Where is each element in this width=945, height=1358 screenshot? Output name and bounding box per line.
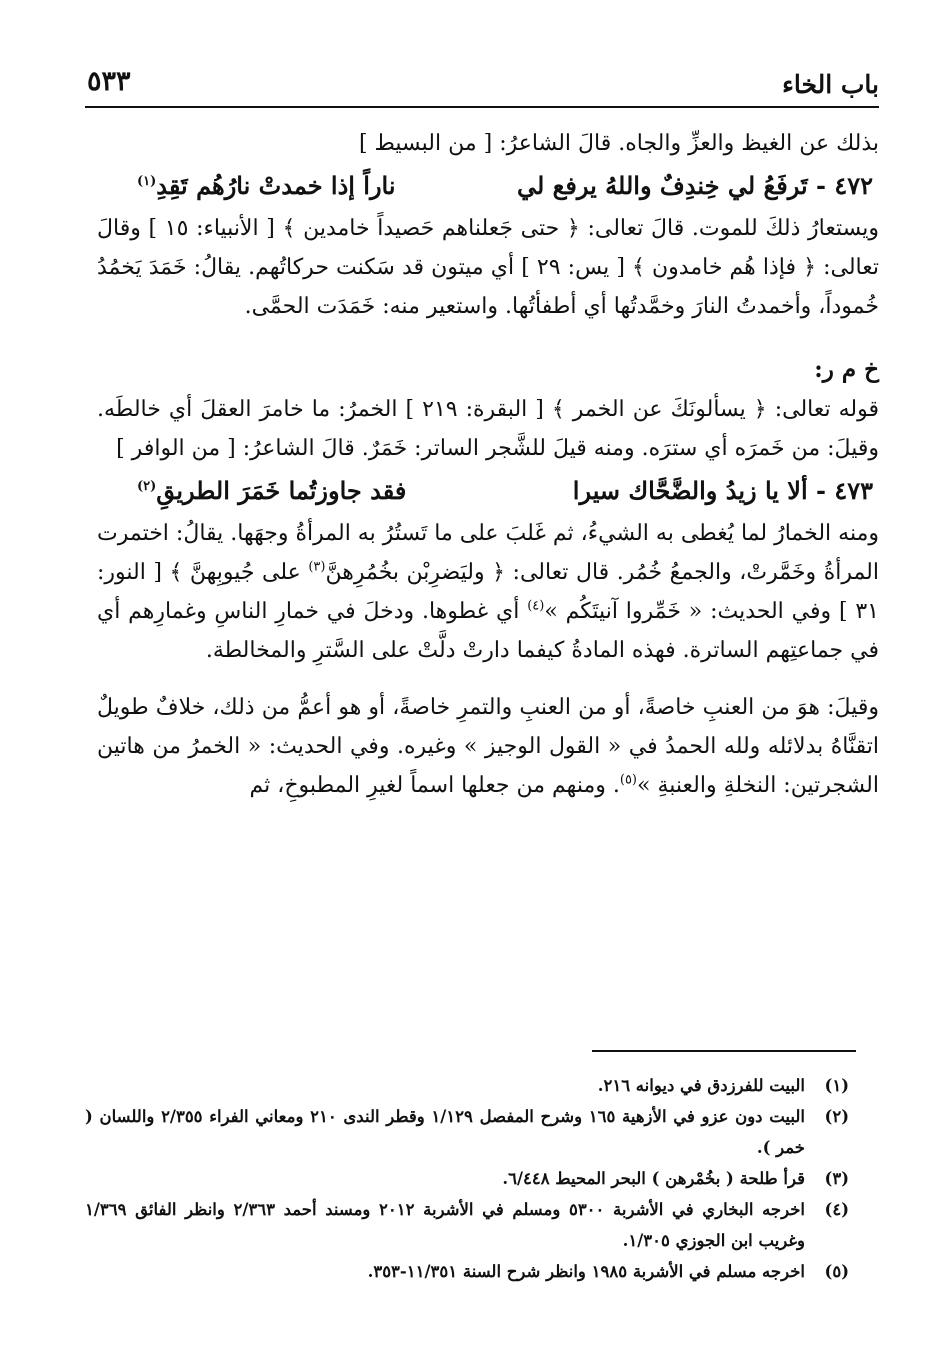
footnote-number: (٣) bbox=[824, 1169, 849, 1188]
paragraph-3: قوله تعالى: ﴿ يسألونَكَ عن الخمر ﴾ [ البقرة: ٢١٩ ] الخمرُ: ما خامرَ العقلَ أي خالطَه. وقيلَ: من خَمرَه أي سترَه. ومنه قيلَ للشَّجر الساتر: خَمَرٌ. قالَ الشاعرُ: [ من الوافر ] bbox=[97, 397, 879, 461]
main-text bbox=[97, 124, 879, 805]
chapter-title: باب الخاء bbox=[782, 70, 879, 99]
paragraph-4-part-b: على جُيوبِهنَّ ﴾ [ النور: ٣١ ] وفي الحديث: « خَمِّروا آنيتَكُم » bbox=[97, 560, 879, 624]
footnote-number: (٥) bbox=[824, 1262, 849, 1281]
verse-472-second-text: ناراً إذا خمدتْ نارُهُم تَقِدِ bbox=[156, 171, 396, 200]
header-rule bbox=[85, 106, 879, 108]
footnote-ref-2: (٢) bbox=[137, 479, 157, 494]
root-heading: خ م ر: bbox=[814, 356, 879, 383]
verse-472-first-half: ٤٧٢ - تَرفَعُ لي خِندِفٌ واللهُ يرفع لي bbox=[516, 171, 873, 200]
footnotes bbox=[85, 1070, 849, 1287]
footnote-text: قرأ طلحة ( بخُمْرهن ) البحر المحيط ٦/٤٤٨. bbox=[502, 1169, 805, 1188]
paragraph-5 bbox=[97, 688, 879, 805]
footnote bbox=[85, 1256, 849, 1287]
page-header bbox=[85, 60, 879, 104]
section-gap bbox=[97, 326, 879, 344]
footnote-text: اخرجه مسلم في الأشربة ١٩٨٥ وانظر شرح السنة ١١/٣٥١-٣٥٣. bbox=[367, 1262, 805, 1281]
paragraph-4-part-c: أي غطوها. ودخلَ في خمارِ الناسِ وغمارِهم أي في جماعتِهم الساترة. فهذه المادةُ كيفما دارتْ دلَّتْ على السَّترِ والمخالطة. bbox=[97, 599, 879, 663]
footnote-ref-5: (٥) bbox=[619, 772, 637, 788]
paragraph-5-part-b: . ومنهم من جعلها اسماً لغيرِ المطبوخِ، ثم bbox=[249, 773, 620, 798]
verse-473 bbox=[97, 470, 879, 512]
paragraph-2: ويستعارُ ذلكَ للموت. قالَ تعالى: ﴿ حتى جَعلناهم حَصيداً خامدين ﴾ [ الأنبياء: ١٥ ] وقالَ تعالى: ﴿ فإذا هُم خامدون ﴾ [ يس: ٢٩ ] أي ميتون قد سَكنت حركاتُهم. يقالُ: خَمَدَ يَخمُدُ خُموداً، وأخمدتُ النارَ وخمَّدتُها أي أطفأتُها. واستعير منه: خَمَدَت الحمَّى. bbox=[97, 216, 880, 319]
verse-472 bbox=[97, 165, 879, 207]
footnote-number: (٤) bbox=[824, 1200, 849, 1219]
verse-472-second-half bbox=[137, 165, 396, 207]
footnote bbox=[85, 1163, 849, 1194]
paragraph-1: بذلك عن الغيظ والعزِّ والجاه. قالَ الشاعرُ: [ من البسيط ] bbox=[358, 131, 879, 156]
footnote-number: (٢) bbox=[824, 1107, 849, 1126]
paragraph-4 bbox=[97, 514, 879, 670]
footnote-separator bbox=[592, 1050, 856, 1052]
paragraph-5-part-a: وقيلَ: هوَ من العنبِ خاصةً، أو من العنبِ والتمرِ خاصةً، أو هو أعمُّ من ذلك، خلافٌ طويلٌ اتقنَّاهُ بدلائله ولله الحمدُ في « القول الوجيز » وغيره. وفي الحديث: « الخمرُ من هاتين الشجرتين: النخلةِ والعنبةِ » bbox=[97, 695, 879, 798]
footnote-text: البيت دون عزو في الأزهية ١٦٥ وشرح المفصل ١/١٢٩ وقطر الندى ٢١٠ ومعاني الفراء ٢/٣٥٥ واللسان ( خمر ). bbox=[85, 1107, 805, 1157]
footnote-text: البيت للفرزدق في ديوانه ٢١٦. bbox=[597, 1076, 805, 1095]
verse-473-second-text: فقد جاوزتُما خَمَرَ الطريقِ bbox=[156, 476, 407, 505]
footnote bbox=[85, 1194, 849, 1256]
footnote-number: (١) bbox=[824, 1076, 849, 1095]
footnote-ref-3: (٣) bbox=[308, 559, 326, 575]
page-number: ٥٣٣ bbox=[87, 66, 131, 97]
footnote bbox=[85, 1101, 849, 1163]
footnote-ref-1: (١) bbox=[137, 174, 157, 189]
footnote-ref-4: (٤) bbox=[527, 598, 545, 614]
paragraph-gap bbox=[97, 670, 879, 688]
footnote-text: اخرجه البخاري في الأشربة ٥٣٠٠ ومسلم في الأشربة ٢٠١٢ ومسند أحمد ٢/٣٦٣ وانظر الفائق ١/٣٦٩ وغريب ابن الجوزي ١/٣٠٥. bbox=[85, 1200, 805, 1250]
verse-473-first-half: ٤٧٣ - ألا يا زيدُ والضَّحَّاك سيرا bbox=[572, 476, 873, 505]
paragraph-4-part-a: ومنه الخمارُ لما يُغطى به الشيءُ، ثم غَلبَ على ما تَستُرُ به المرأةُ وجهَها. يقالُ: اختمرت المرأةُ وخَمَّرتْ، والجمعُ خُمُر. قال تعالى: ﴿ وليَضرِبْن بخُمُرِهنَّ bbox=[97, 521, 880, 585]
verse-473-second-half bbox=[137, 470, 406, 512]
footnote bbox=[85, 1070, 849, 1101]
